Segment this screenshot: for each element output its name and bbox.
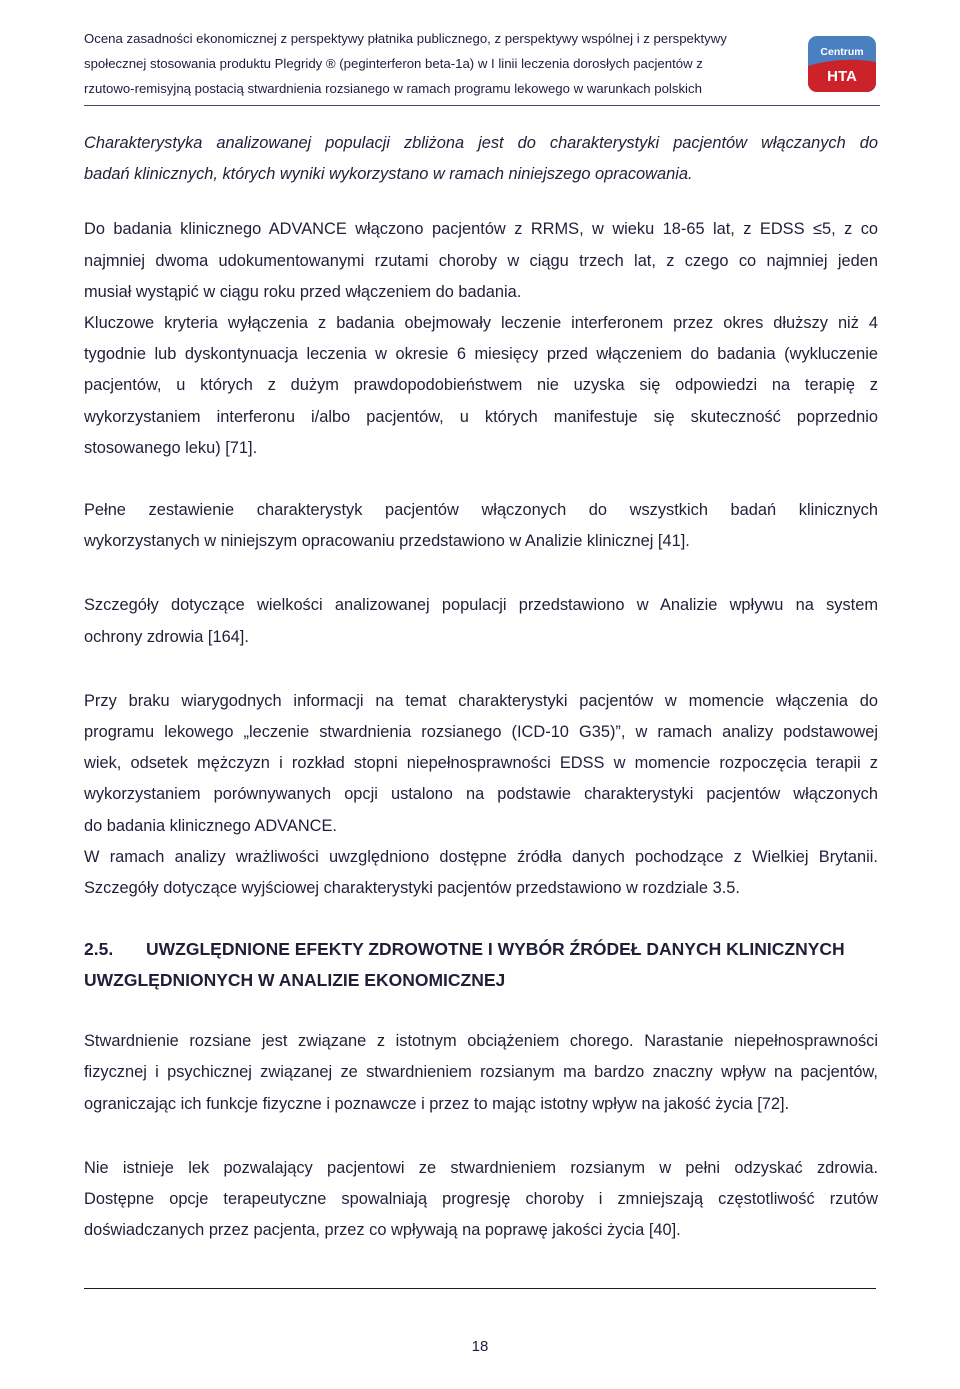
header-title-line: Ocena zasadności ekonomicznej z perspektywy płatnika publicznego, z perspektywy wspólnej i z perspektywy bbox=[84, 31, 727, 46]
text-line: programu lekowego „leczenie stwardnienia rozsianego (ICD-10 G35)”, w ramach analizy podstawowej bbox=[84, 723, 878, 742]
document-body bbox=[84, 128, 878, 1246]
text-line: wiek, odsetek mężczyzn i rozkład stopni niepełnosprawności EDSS w momencie rozpoczęcia terapii z bbox=[84, 754, 878, 773]
details-paragraph bbox=[84, 590, 878, 652]
page-number: 18 bbox=[471, 1338, 489, 1355]
text-line: do badania klinicznego ADVANCE. bbox=[84, 816, 337, 835]
text-line: W ramach analizy wrażliwości uwzględniono dostępne źródła danych pochodzące z Wielkiej Brytanii. bbox=[84, 847, 878, 866]
exclusion-paragraph bbox=[84, 308, 878, 464]
text-line: doświadczanych przez pacjenta, przez co wpływają na poprawę jakości życia [40]. bbox=[84, 1221, 681, 1240]
text-line: stosowanego leku) [71]. bbox=[84, 438, 258, 457]
burden-paragraph bbox=[84, 1026, 878, 1120]
text-line: Do badania klinicznego ADVANCE włączono pacjentów z RRMS, w wieku 18-65 lat, z EDSS ≤5, z co bbox=[84, 220, 878, 239]
text-line: najmniej dwoma udokumentowanymi rzutami choroby w ciągu trzech lat, z czego co najmniej jeden bbox=[84, 251, 878, 270]
text-line: musiał wystąpić w ciągu roku przed włączeniem do badania. bbox=[84, 282, 522, 301]
logo-text-top: Centrum bbox=[820, 46, 864, 58]
section-title-continued: UWZGLĘDNIONYCH W ANALIZIE EKONOMICZNEJ bbox=[84, 970, 506, 991]
text-line: Przy braku wiarygodnych informacji na temat charakterystyki pacjentów w momencie włączenia do bbox=[84, 691, 878, 710]
full-summary-paragraph bbox=[84, 495, 878, 557]
page-header bbox=[0, 0, 960, 112]
section-number: 2.5. bbox=[84, 939, 114, 960]
centrum-hta-logo bbox=[808, 36, 876, 92]
section-title: UWZGLĘDNIONE EFEKTY ZDROWOTNE I WYBÓR ŹRÓDEŁ DANYCH KLINICZNYCH bbox=[146, 939, 845, 960]
text-line: Dostępne opcje terapeutyczne spowalniają progresję choroby i zmniejszają częstotliwość rzutów bbox=[84, 1190, 878, 1209]
footer-divider bbox=[84, 1288, 876, 1289]
advance-paragraph bbox=[84, 214, 878, 308]
text-line: Pełne zestawienie charakterystyk pacjentów włączonych do wszystkich badań klinicznych bbox=[84, 501, 878, 520]
text-line: Szczegóły dotyczące wielkości analizowanej populacji przedstawiono w Analizie wpływu na system bbox=[84, 596, 878, 615]
text-line: Szczegóły dotyczące wyjściowej charakterystyki pacjentów przedstawiono w rozdziale 3.5. bbox=[84, 879, 740, 898]
treatment-paragraph bbox=[84, 1153, 878, 1247]
text-line: Nie istnieje lek pozwalający pacjentowi ze stwardnieniem rozsianym w pełni odzyskać zdrowia. bbox=[84, 1158, 878, 1177]
header-divider bbox=[84, 105, 880, 106]
header-title bbox=[84, 26, 796, 101]
text-line: wykorzystanych w niniejszym opracowaniu przedstawiono w Analizie klinicznej [41]. bbox=[84, 532, 690, 551]
logo-text-bottom: HTA bbox=[827, 68, 857, 85]
intro-paragraph bbox=[84, 128, 878, 190]
text-line: Charakterystyka analizowanej populacji zbliżona jest do charakterystyki pacjentów włączanych do bbox=[84, 134, 878, 152]
program-paragraph bbox=[84, 686, 878, 904]
text-line: Kluczowe kryteria wyłączenia z badania obejmowały leczenie interferonem przez okres dłuższy niż 4 bbox=[84, 314, 878, 333]
text-line: Stwardnienie rozsiane jest związane z istotnym obciążeniem chorego. Narastanie niepełnosprawności bbox=[84, 1032, 878, 1051]
text-line: fizycznej i psychicznej związanej ze stwardnieniem rozsianym ma bardzo znaczny wpływ na pacjentów, bbox=[84, 1063, 878, 1082]
header-title-line: społecznej stosowania produktu Plegridy ® (peginterferon beta-1a) w I linii leczenia dorosłych pacjentów z bbox=[84, 56, 703, 71]
text-line: pacjentów, u których z dużym prawdopodobieństwem nie uzyska się odpowiedzi na terapię z bbox=[84, 376, 878, 395]
text-line: wykorzystaniem porównywanych opcji ustalono na podstawie charakterystyki pacjentów włączonych bbox=[84, 785, 878, 804]
section-heading-line bbox=[84, 934, 878, 965]
text-line: badań klinicznych, których wyniki wykorzystano w ramach niniejszego opracowania. bbox=[84, 165, 693, 184]
text-line: ochrony zdrowia [164]. bbox=[84, 627, 249, 646]
section-heading bbox=[84, 934, 878, 996]
header-title-line: rzutowo-remisyjną postacią stwardnienia rozsianego w ramach programu lekowego w warunkach polskich bbox=[84, 81, 702, 96]
text-line: tygodnie lub dyskontynuacja leczenia w okresie 6 miesięcy przed włączeniem do badania (wykluczenie bbox=[84, 345, 878, 364]
text-line: wykorzystaniem interferonu i/albo pacjentów, u których manifestuje się skuteczność poprzednio bbox=[84, 407, 878, 426]
text-line: ograniczając ich funkcje fizyczne i poznawcze i przez to mając istotny wpływ na jakość życia [72]. bbox=[84, 1094, 790, 1113]
